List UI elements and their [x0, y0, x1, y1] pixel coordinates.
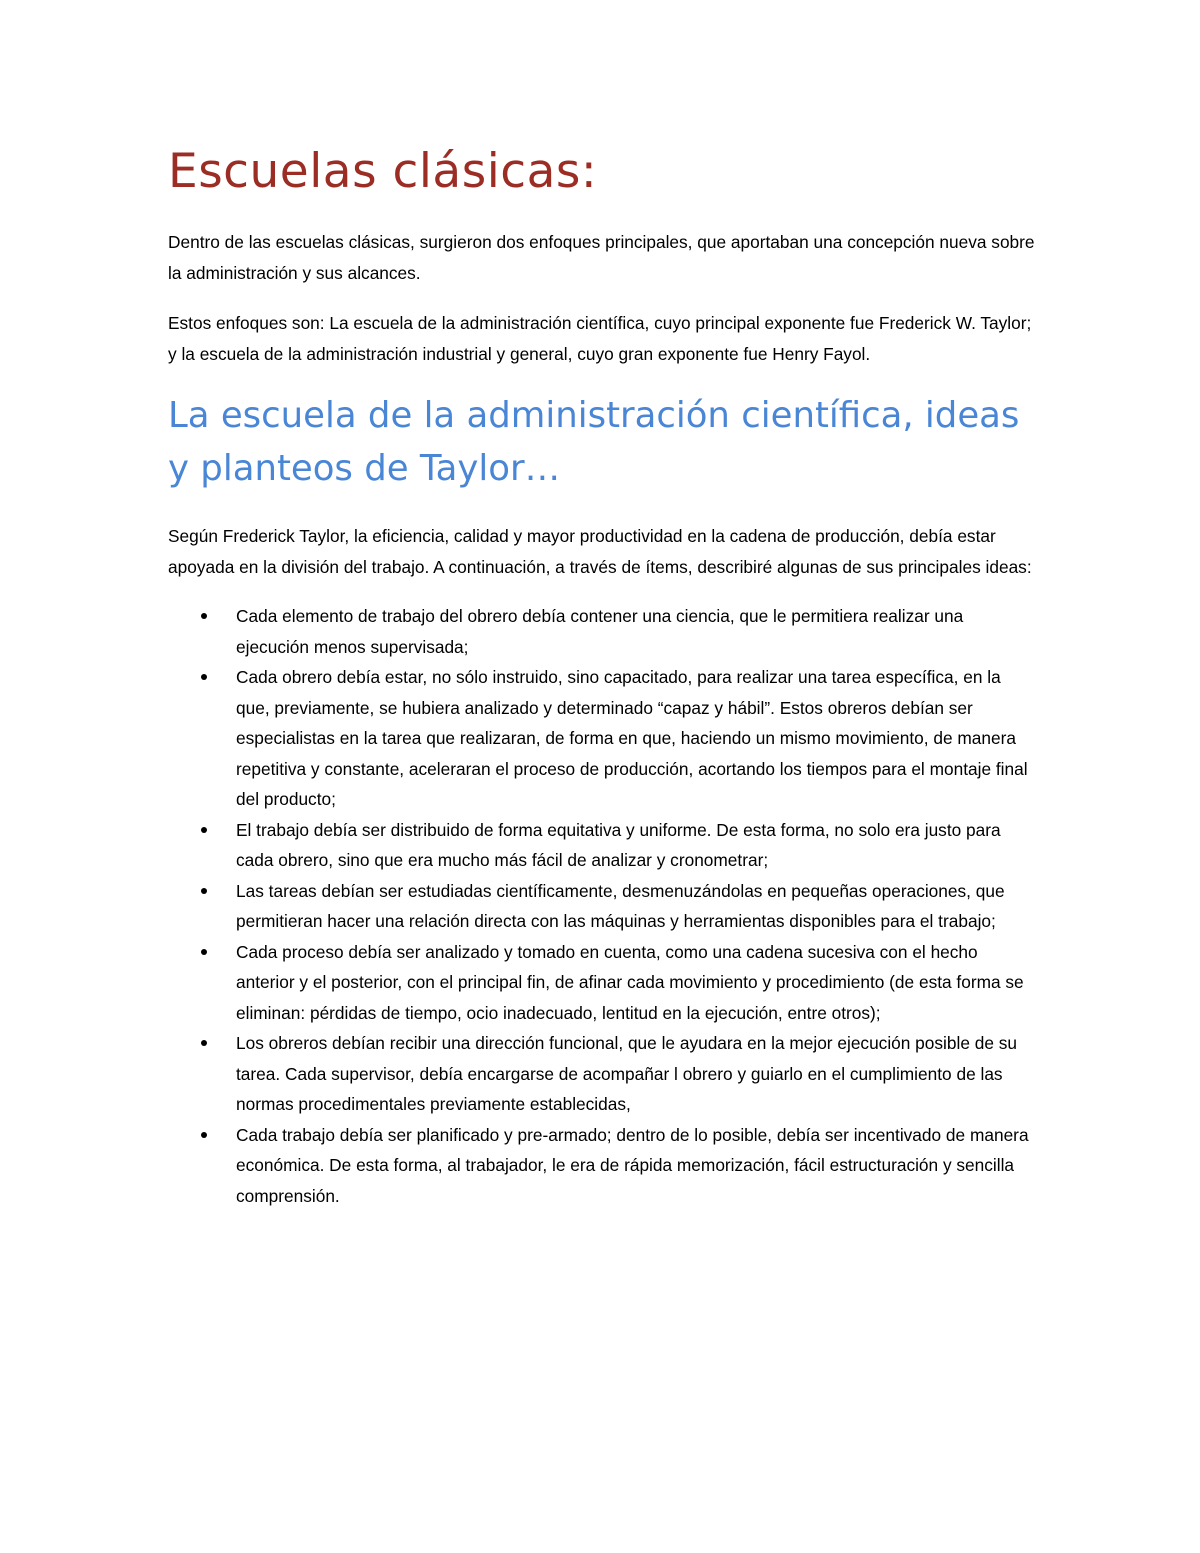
list-item-text: Cada proceso debía ser analizado y tomado en cuenta, como una cadena sucesiva con el hecho anterior y el posterior, con el principal fin, de afinar cada movimiento y procedimiento (de esta forma se eliminan: pérdidas de tiempo, ocio inadecuado, lentitud en la ejecución, entre otros); — [236, 941, 1024, 1023]
list-item-text: Cada elemento de trabajo del obrero debía contener una ciencia, que le permitiera realizar una ejecución menos supervisada; — [236, 606, 964, 657]
list-item-text: El trabajo debía ser distribuido de forma equitativa y uniforme. De esta forma, no solo era justo para cada obrero, sino que era mucho más fácil de analizar y cronometrar; — [236, 819, 1001, 870]
list-item — [168, 662, 1038, 815]
list-item — [168, 937, 1038, 1029]
bullet-icon — [201, 613, 207, 619]
intro-paragraph: Dentro de las escuelas clásicas, surgieron dos enfoques principales, que aportaban una concepción nueva sobre la administración y sus alcances. — [168, 232, 1035, 283]
bullet-icon — [201, 888, 207, 894]
document-page — [168, 138, 1038, 1211]
list-item-text: Cada obrero debía estar, no sólo instruido, sino capacitado, para realizar una tarea específica, en la que, previamente, se hubiera analizado y determinado “capaz y hábil”. Estos obreros debían ser especialistas en la tarea que realizaran, de forma en que, haciendo un mismo movimiento, de manera repetitiva y constante, aceleraran el proceso de producción, acortando los tiempos para el montaje final del producto; — [236, 667, 1028, 809]
list-item — [168, 601, 1038, 662]
list-item — [168, 1028, 1038, 1120]
list-item — [168, 1120, 1038, 1212]
list-item — [168, 876, 1038, 937]
list-item-text: Cada trabajo debía ser planificado y pre-armado; dentro de lo posible, debía ser incentivado de manera económica. De esta forma, al trabajador, le era de rápida memorización, fácil estructuración y sencilla comprensión. — [236, 1124, 1029, 1206]
list-item-text: Las tareas debían ser estudiadas científicamente, desmenuzándolas en pequeñas operaciones, que permitieran hacer una relación directa con las máquinas y herramientas disponibles para el trabajo; — [236, 880, 1005, 931]
list-item-text: Los obreros debían recibir una dirección funcional, que le ayudara en la mejor ejecución posible de su tarea. Cada supervisor, debía encargarse de acompañar l obrero y guiarlo en el cumplimiento de las normas procedimentales previamente establecidas, — [236, 1033, 1018, 1114]
document-title: Escuelas clásicas: — [168, 144, 598, 199]
intro-paragraph: Estos enfoques son: La escuela de la administración científica, cuyo principal exponente fue Frederick W. Taylor; y la escuela de la administración industrial y general, cuyo gran exponente fue Henry Fayol. — [168, 313, 1032, 364]
bullet-icon — [201, 827, 207, 833]
bullet-list — [168, 601, 1038, 1211]
section-heading: La escuela de la administración científica, ideas y planteos de Taylor… — [168, 395, 1020, 489]
bullet-icon — [201, 1132, 207, 1138]
bullet-icon — [201, 674, 207, 680]
bullet-icon — [201, 1040, 207, 1046]
bullet-icon — [201, 949, 207, 955]
list-item — [168, 815, 1038, 876]
section-intro: Según Frederick Taylor, la eficiencia, calidad y mayor productividad en la cadena de producción, debía estar apoyada en la división del trabajo. A continuación, a través de ítems, describiré algunas de sus principales ideas: — [168, 526, 1032, 577]
